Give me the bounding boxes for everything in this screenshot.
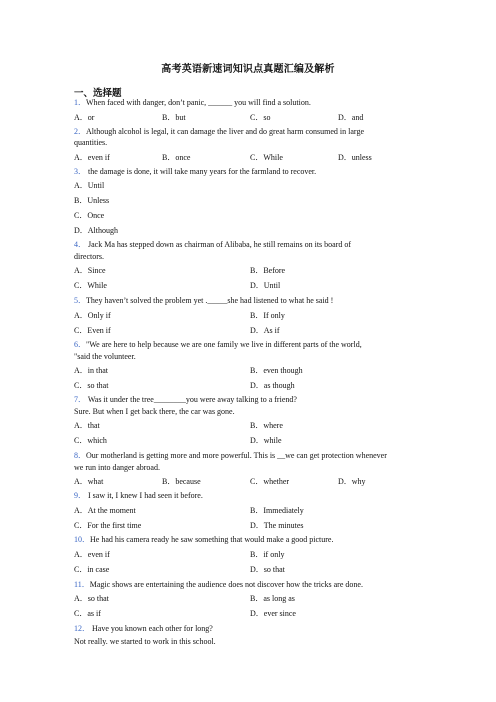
option-a: A．in that [74, 366, 108, 375]
question-number: 6． [74, 340, 86, 349]
question-text: Although alcohol is legal, it can damage the liver and do great harm consumed in large [86, 127, 364, 136]
option-c: C．Even if [74, 326, 111, 335]
option-d: D．as though [250, 381, 295, 390]
option-b: B．Immediately [250, 506, 304, 515]
question-text: They haven’t solved the problem yet ._____she had listened to what he said ! [86, 296, 334, 305]
question-text-cont: we run into danger abroad. [74, 463, 160, 472]
option-d: D．while [250, 436, 282, 445]
question-number: 7． [74, 395, 86, 404]
option-b: B．but [162, 113, 186, 122]
question-text: the damage is done, it will take many years for the farmland to recover. [86, 167, 317, 176]
option-b: B．where [250, 421, 283, 430]
question-5-stem [74, 296, 333, 306]
question-text: I saw it, I knew I had seen it before. [86, 491, 203, 500]
option-d: D．so that [250, 565, 285, 574]
option-b: B．If only [250, 311, 285, 320]
option-c: C．in case [74, 565, 110, 574]
option-c: C．which [74, 436, 107, 445]
option-d: D．Until [250, 281, 281, 290]
question-text: He had his camera ready he saw something that would make a good picture. [90, 535, 334, 544]
option-c: C．as if [74, 609, 101, 618]
option-d: D．and [338, 113, 364, 122]
option-c: C．whether [250, 477, 290, 486]
question-11-stem [74, 580, 363, 590]
question-number: 10． [74, 535, 90, 544]
question-text: Magic shows are entertaining the audience does not discover how the tricks are done. [89, 580, 363, 589]
question-number: 9． [74, 491, 86, 500]
question-text: Was it under the tree________you were away talking to a friend? [86, 395, 297, 404]
question-number: 11． [74, 580, 90, 589]
question-number: 4． [74, 240, 86, 249]
option-c: C．For the first time [74, 521, 142, 530]
option-d: D．The minutes [250, 521, 304, 530]
option-a: A．that [74, 421, 100, 430]
option-a: A．Until [74, 181, 105, 190]
option-b: B．Unless [74, 196, 110, 205]
question-text-cont: Not really. we started to work in this school. [74, 637, 216, 646]
question-text-cont: "said the volunteer. [74, 352, 136, 361]
option-b: B．if only [250, 550, 285, 559]
question-number: 12． [74, 624, 90, 633]
question-7-stem [74, 395, 297, 405]
question-text: Jack Ma has stepped down as chairman of Alibaba, he still remains on its board of [86, 240, 352, 249]
section-heading: 一、选择题 [74, 89, 122, 99]
option-b: B．even though [250, 366, 303, 375]
question-text: Our motherland is getting more and more powerful. This is __we can get protection whenever [86, 451, 387, 460]
question-text-cont: quantities. [74, 138, 108, 147]
option-c: C．so [250, 113, 271, 122]
option-a: A．even if [74, 550, 110, 559]
option-c: C．Once [74, 211, 105, 220]
question-1-stem [74, 98, 311, 108]
option-b: B．Before [250, 266, 286, 275]
option-c: C．so that [74, 381, 109, 390]
question-number: 5． [74, 296, 86, 305]
option-a: A．Only if [74, 311, 111, 320]
option-b: B．as long as [250, 594, 295, 603]
option-d: D．As if [250, 326, 280, 335]
option-a: A．so that [74, 594, 109, 603]
option-a: A．what [74, 477, 104, 486]
option-c: C．While [74, 281, 107, 290]
question-4-stem [74, 240, 351, 250]
option-d: D．why [338, 477, 366, 486]
question-8-stem [74, 451, 387, 461]
question-9-stem [74, 491, 203, 501]
option-d: D．ever since [250, 609, 296, 618]
question-text: "We are here to help because we are one family we live in different parts of the world, [86, 340, 362, 349]
question-12-stem [74, 624, 213, 634]
option-a: A．or [74, 113, 95, 122]
option-b: B．once [162, 153, 191, 162]
question-number: 3． [74, 167, 86, 176]
question-2-stem [74, 127, 364, 137]
question-6-stem [74, 340, 362, 350]
question-number: 8． [74, 451, 86, 460]
option-a: A．Since [74, 266, 106, 275]
question-number: 2． [74, 127, 86, 136]
question-text: When faced with danger, don’t panic, ______ you will find a solution. [86, 98, 311, 107]
option-c: C．While [250, 153, 283, 162]
question-text-cont: Sure. But when I get back there, the car was gone. [74, 407, 235, 416]
option-a: A．At the moment [74, 506, 136, 515]
question-text: Have you known each other for long? [90, 624, 213, 633]
option-d: D．Although [74, 226, 118, 235]
question-text-cont: directors. [74, 252, 104, 261]
question-10-stem [74, 535, 333, 545]
page-title: 高考英语新速词知识点真题汇编及解析 [161, 64, 335, 75]
option-d: D．unless [338, 153, 372, 162]
option-a: A．even if [74, 153, 110, 162]
option-b: B．because [162, 477, 201, 486]
question-number: 1． [74, 98, 86, 107]
question-3-stem [74, 167, 316, 177]
